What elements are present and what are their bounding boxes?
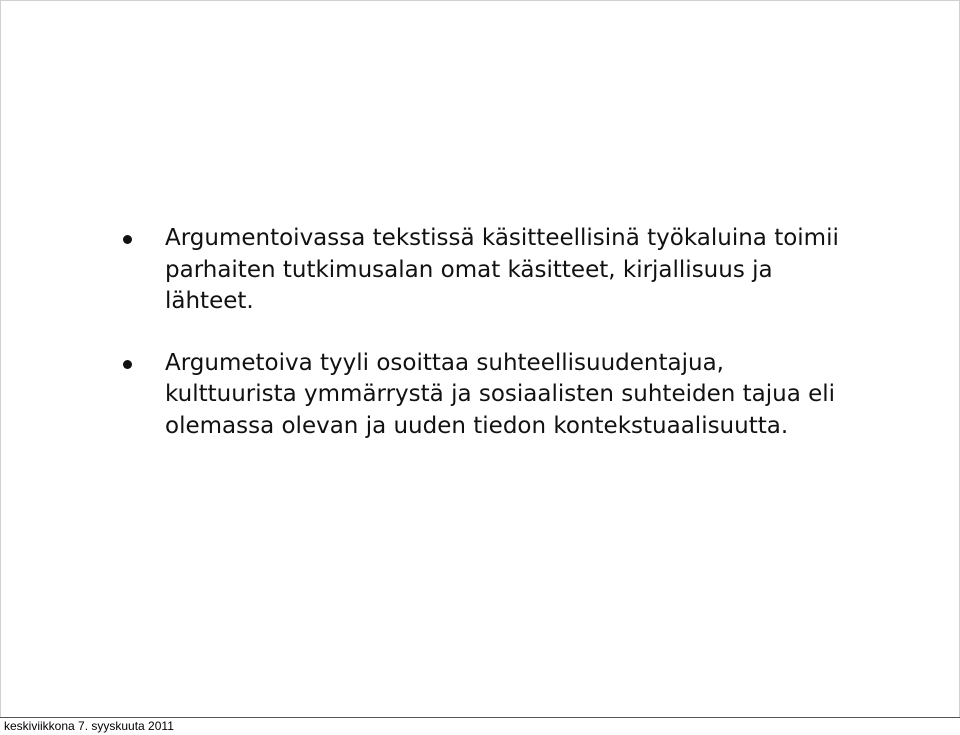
bullet-text-2: Argumetoiva tyyli osoittaa suhteellisuudentajua, kulttuurista ymmärrystä ja sosiaalisten suhteiden tajua eli olemassa olevan ja uuden tiedon kontekstuaalisuutta.: [165, 349, 836, 439]
bullet-dot-icon: [123, 235, 132, 244]
bullet-item-2: [119, 348, 859, 443]
bullet-dot-icon: [123, 360, 132, 369]
footer-bar: [0, 717, 960, 735]
bullet-text-1: Argumentoivassa tekstissä käsitteellisinä työkaluina toimii parhaiten tutkimusalan omat käsitteet, kirjallisuus ja lähteet.: [165, 225, 839, 314]
footer-date: keskiviikkona 7. syyskuuta 2011: [4, 719, 174, 733]
bullet-list: [119, 223, 859, 472]
bullet-item-1: [119, 223, 859, 318]
